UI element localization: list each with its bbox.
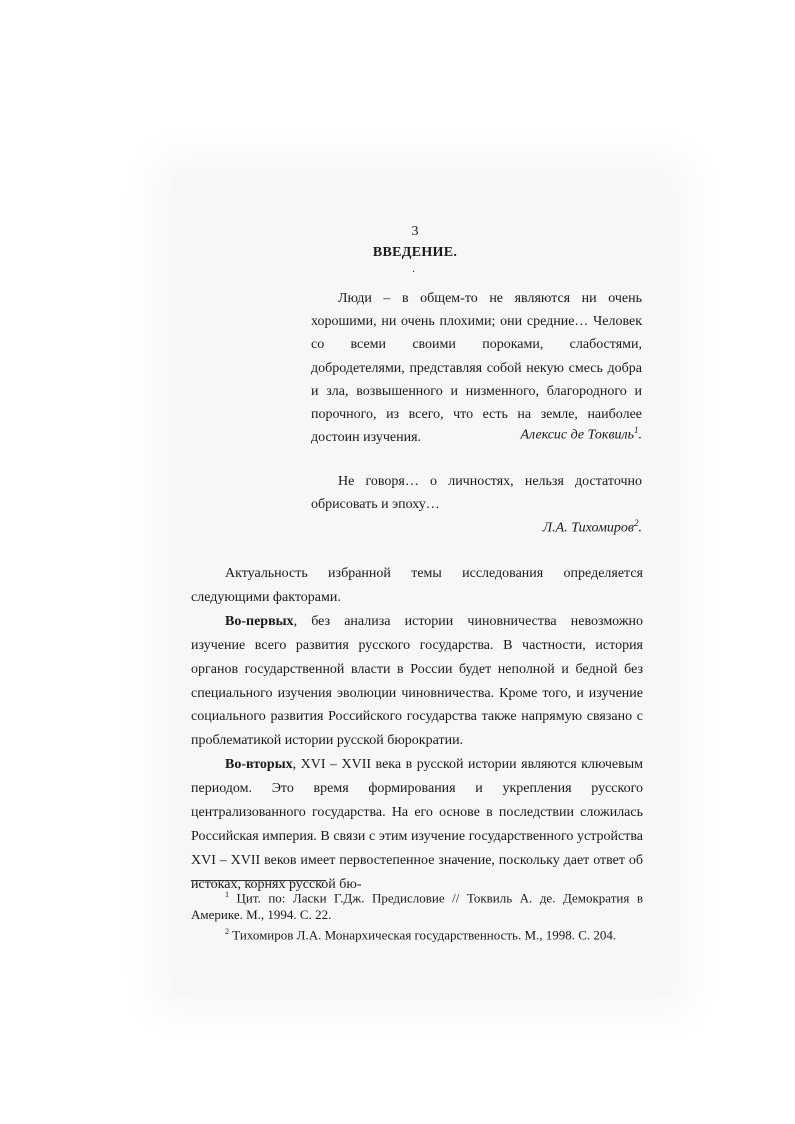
footnote-ref-2[interactable]: 2 bbox=[634, 518, 639, 528]
footnote-ref-1[interactable]: 1 bbox=[634, 425, 639, 435]
epigraph-1-author-name: Алексис де Токвиль bbox=[520, 427, 634, 443]
epigraph-1-text: Люди – в общем-то не являются ни очень хорошими, ни очень плохими; они средние… Человек со всеми своими пороками, слабостями, добродетелями, представляя собой некую смесь добра и зла, возвышенного и низменного, благородного и порочного, из всего, что есть на земле, наиболее достоин изучения. bbox=[311, 291, 642, 446]
paragraph-3-lead: Во-вторых bbox=[225, 757, 293, 773]
footnote-1 bbox=[191, 886, 643, 923]
main-text bbox=[191, 562, 643, 897]
footnote-divider bbox=[191, 880, 326, 881]
footnote-2-text: Тихомиров Л.А. Монархическая государственность. М., 1998. С. 204. bbox=[232, 927, 617, 943]
epigraph-2-author: Л.А. Тихомиров$^2$. bbox=[542, 518, 642, 536]
paragraph-2 bbox=[191, 610, 643, 753]
paragraph-1: Актуальность избранной темы исследования определяется следующими факторами. bbox=[191, 566, 643, 605]
epigraph-1-author: Алексис де Токвиль$^1$. bbox=[520, 425, 642, 443]
epigraph-2-author-name: Л.А. Тихомиров bbox=[542, 520, 634, 536]
page-number: 3 bbox=[411, 224, 419, 239]
paragraph-2-lead: Во-первых bbox=[225, 613, 294, 629]
stray-mark: · bbox=[412, 267, 416, 278]
footnote-1-number: 1 bbox=[225, 890, 229, 899]
footnotes bbox=[191, 886, 643, 944]
paragraph-2-text: , без анализа истории чиновничества невозможно изучение всего развития русского государства. В частности, история органов государственной власти в России будет неполной и бедной без специального изучения эволюции чиновничества. Кроме того, и изучение социального развития Российского государства также напрямую связано с проблематикой истории русской бюрократии. bbox=[191, 613, 643, 749]
paragraph-3 bbox=[191, 753, 643, 896]
paragraph-3-text: , XVI – XVII века в русской истории являются ключевым периодом. Это время формирования и укрепления русского централизованного государства. На его основе в последствии сложилась Российская империя. В связи с этим изучение государственного устройства XVI – XVII веков имеет первостепенное значение, поскольку дает ответ об истоках, корнях русской бю- bbox=[191, 757, 643, 892]
footnote-2-number: 2 bbox=[225, 927, 229, 937]
epigraph-2 bbox=[311, 470, 642, 516]
page-title: ВВЕДЕНИЕ. bbox=[372, 245, 458, 260]
epigraph-2-text: Не говоря… о личностях, нельзя достаточно обрисовать и эпоху… bbox=[311, 474, 642, 513]
footnote-1-text: Цит. по: Ласки Г.Дж. Предисловие // Токвиль А. де. Демократия в Америке. М., 1994. С. 22. bbox=[191, 890, 643, 923]
footnote-2 bbox=[191, 923, 643, 943]
